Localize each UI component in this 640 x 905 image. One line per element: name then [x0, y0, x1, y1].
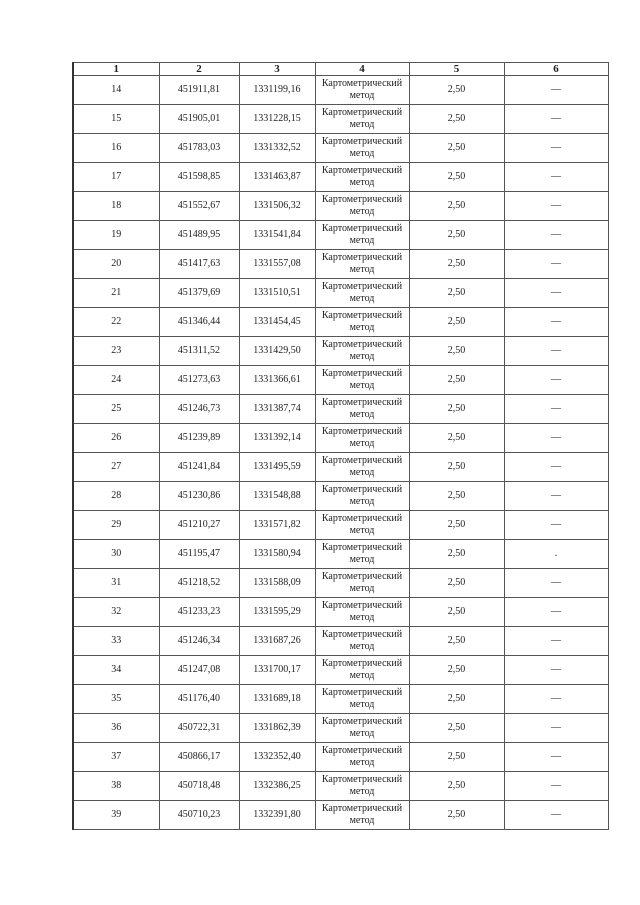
y-coordinate-cell: 1331700,17: [239, 656, 315, 685]
x-coordinate-cell: 450718,48: [159, 772, 239, 801]
y-coordinate-cell: 1331495,59: [239, 453, 315, 482]
x-coordinate-cell: 451911,81: [159, 76, 239, 105]
y-coordinate-cell: 1331463,87: [239, 163, 315, 192]
note-cell: —: [504, 453, 608, 482]
note-cell: —: [504, 308, 608, 337]
note-cell: —: [504, 627, 608, 656]
accuracy-cell: 2,50: [409, 308, 504, 337]
method-cell: Картометрический метод: [315, 801, 409, 830]
x-coordinate-cell: 450722,31: [159, 714, 239, 743]
x-coordinate-cell: 451552,67: [159, 192, 239, 221]
table-row: [73, 250, 608, 279]
note-cell: —: [504, 134, 608, 163]
table-row: [73, 801, 608, 830]
y-coordinate-cell: 1331510,51: [239, 279, 315, 308]
method-cell: Картометрический метод: [315, 308, 409, 337]
accuracy-cell: 2,50: [409, 540, 504, 569]
method-cell: Картометрический метод: [315, 656, 409, 685]
point-number-cell: 22: [73, 308, 159, 337]
note-cell: —: [504, 395, 608, 424]
point-number-cell: 35: [73, 685, 159, 714]
x-coordinate-cell: 450866,17: [159, 743, 239, 772]
point-number-cell: 32: [73, 598, 159, 627]
note-cell: —: [504, 337, 608, 366]
point-number-cell: 34: [73, 656, 159, 685]
method-cell: Картометрический метод: [315, 337, 409, 366]
accuracy-cell: 2,50: [409, 134, 504, 163]
method-cell: Картометрический метод: [315, 105, 409, 134]
point-number-cell: 28: [73, 482, 159, 511]
table-row: [73, 598, 608, 627]
method-cell: Картометрический метод: [315, 134, 409, 163]
header-cell-2: 2: [159, 63, 239, 76]
note-cell: —: [504, 685, 608, 714]
y-coordinate-cell: 1332391,80: [239, 801, 315, 830]
note-cell: —: [504, 105, 608, 134]
y-coordinate-cell: 1331228,15: [239, 105, 315, 134]
method-cell: Картометрический метод: [315, 221, 409, 250]
x-coordinate-cell: 451210,27: [159, 511, 239, 540]
point-number-cell: 17: [73, 163, 159, 192]
x-coordinate-cell: 451246,73: [159, 395, 239, 424]
accuracy-cell: 2,50: [409, 337, 504, 366]
point-number-cell: 14: [73, 76, 159, 105]
y-coordinate-cell: 1331392,14: [239, 424, 315, 453]
table-header: [73, 63, 608, 76]
x-coordinate-cell: 451598,85: [159, 163, 239, 192]
point-number-cell: 25: [73, 395, 159, 424]
point-number-cell: 29: [73, 511, 159, 540]
y-coordinate-cell: 1332386,25: [239, 772, 315, 801]
point-number-cell: 15: [73, 105, 159, 134]
x-coordinate-cell: 451230,86: [159, 482, 239, 511]
accuracy-cell: 2,50: [409, 598, 504, 627]
method-cell: Картометрический метод: [315, 482, 409, 511]
table-row: [73, 772, 608, 801]
accuracy-cell: 2,50: [409, 453, 504, 482]
x-coordinate-cell: 451195,47: [159, 540, 239, 569]
accuracy-cell: 2,50: [409, 250, 504, 279]
table-row: [73, 569, 608, 598]
table-row: [73, 627, 608, 656]
x-coordinate-cell: 451379,69: [159, 279, 239, 308]
y-coordinate-cell: 1331366,61: [239, 366, 315, 395]
point-number-cell: 20: [73, 250, 159, 279]
y-coordinate-cell: 1332352,40: [239, 743, 315, 772]
method-cell: Картометрический метод: [315, 279, 409, 308]
table-row: [73, 308, 608, 337]
x-coordinate-cell: 451346,44: [159, 308, 239, 337]
x-coordinate-cell: 451311,52: [159, 337, 239, 366]
method-cell: Картометрический метод: [315, 192, 409, 221]
accuracy-cell: 2,50: [409, 743, 504, 772]
accuracy-cell: 2,50: [409, 714, 504, 743]
accuracy-cell: 2,50: [409, 482, 504, 511]
x-coordinate-cell: 451783,03: [159, 134, 239, 163]
method-cell: Картометрический метод: [315, 714, 409, 743]
point-number-cell: 19: [73, 221, 159, 250]
point-number-cell: 36: [73, 714, 159, 743]
x-coordinate-cell: 451176,40: [159, 685, 239, 714]
table-row: [73, 511, 608, 540]
y-coordinate-cell: 1331387,74: [239, 395, 315, 424]
note-cell: —: [504, 598, 608, 627]
y-coordinate-cell: 1331687,26: [239, 627, 315, 656]
header-cell-3: 3: [239, 63, 315, 76]
point-number-cell: 38: [73, 772, 159, 801]
method-cell: Картометрический метод: [315, 743, 409, 772]
x-coordinate-cell: 451218,52: [159, 569, 239, 598]
table-row: [73, 134, 608, 163]
x-coordinate-cell: 451489,95: [159, 221, 239, 250]
note-cell: —: [504, 714, 608, 743]
accuracy-cell: 2,50: [409, 627, 504, 656]
x-coordinate-cell: 451239,89: [159, 424, 239, 453]
note-cell: —: [504, 250, 608, 279]
accuracy-cell: 2,50: [409, 801, 504, 830]
table-row: [73, 221, 608, 250]
y-coordinate-cell: 1331557,08: [239, 250, 315, 279]
accuracy-cell: 2,50: [409, 656, 504, 685]
point-number-cell: 24: [73, 366, 159, 395]
y-coordinate-cell: 1331571,82: [239, 511, 315, 540]
header-row: [73, 63, 608, 76]
accuracy-cell: 2,50: [409, 511, 504, 540]
accuracy-cell: 2,50: [409, 569, 504, 598]
accuracy-cell: 2,50: [409, 279, 504, 308]
table-row: [73, 714, 608, 743]
table-row: [73, 743, 608, 772]
accuracy-cell: 2,50: [409, 192, 504, 221]
note-cell: —: [504, 511, 608, 540]
accuracy-cell: 2,50: [409, 105, 504, 134]
table-row: [73, 453, 608, 482]
y-coordinate-cell: 1331548,88: [239, 482, 315, 511]
y-coordinate-cell: 1331429,50: [239, 337, 315, 366]
y-coordinate-cell: 1331862,39: [239, 714, 315, 743]
method-cell: Картометрический метод: [315, 76, 409, 105]
table-row: [73, 279, 608, 308]
method-cell: Картометрический метод: [315, 627, 409, 656]
accuracy-cell: 2,50: [409, 772, 504, 801]
point-number-cell: 30: [73, 540, 159, 569]
y-coordinate-cell: 1331332,52: [239, 134, 315, 163]
point-number-cell: 31: [73, 569, 159, 598]
table-row: [73, 366, 608, 395]
note-cell: —: [504, 424, 608, 453]
note-cell: —: [504, 192, 608, 221]
x-coordinate-cell: 451246,34: [159, 627, 239, 656]
point-number-cell: 23: [73, 337, 159, 366]
x-coordinate-cell: 451233,23: [159, 598, 239, 627]
y-coordinate-cell: 1331580,94: [239, 540, 315, 569]
y-coordinate-cell: 1331595,29: [239, 598, 315, 627]
method-cell: Картометрический метод: [315, 569, 409, 598]
method-cell: Картометрический метод: [315, 453, 409, 482]
note-cell: —: [504, 656, 608, 685]
accuracy-cell: 2,50: [409, 395, 504, 424]
x-coordinate-cell: 450710,23: [159, 801, 239, 830]
x-coordinate-cell: 451417,63: [159, 250, 239, 279]
y-coordinate-cell: 1331541,84: [239, 221, 315, 250]
accuracy-cell: 2,50: [409, 76, 504, 105]
method-cell: Картометрический метод: [315, 772, 409, 801]
y-coordinate-cell: 1331199,16: [239, 76, 315, 105]
accuracy-cell: 2,50: [409, 221, 504, 250]
method-cell: Картометрический метод: [315, 250, 409, 279]
header-cell-5: 5: [409, 63, 504, 76]
table-row: [73, 105, 608, 134]
note-cell: —: [504, 366, 608, 395]
method-cell: Картометрический метод: [315, 424, 409, 453]
point-number-cell: 37: [73, 743, 159, 772]
point-number-cell: 18: [73, 192, 159, 221]
point-number-cell: 21: [73, 279, 159, 308]
x-coordinate-cell: 451247,08: [159, 656, 239, 685]
point-number-cell: 33: [73, 627, 159, 656]
table-row: [73, 76, 608, 105]
note-cell: —: [504, 772, 608, 801]
method-cell: Картометрический метод: [315, 366, 409, 395]
method-cell: Картометрический метод: [315, 598, 409, 627]
x-coordinate-cell: 451241,84: [159, 453, 239, 482]
y-coordinate-cell: 1331454,45: [239, 308, 315, 337]
accuracy-cell: 2,50: [409, 163, 504, 192]
y-coordinate-cell: 1331506,32: [239, 192, 315, 221]
table-row: [73, 424, 608, 453]
y-coordinate-cell: 1331588,09: [239, 569, 315, 598]
y-coordinate-cell: 1331689,18: [239, 685, 315, 714]
table-body: [73, 76, 608, 830]
table-row: [73, 482, 608, 511]
method-cell: Картометрический метод: [315, 163, 409, 192]
table-row: [73, 685, 608, 714]
accuracy-cell: 2,50: [409, 366, 504, 395]
method-cell: Картометрический метод: [315, 685, 409, 714]
note-cell: —: [504, 482, 608, 511]
point-number-cell: 26: [73, 424, 159, 453]
x-coordinate-cell: 451905,01: [159, 105, 239, 134]
header-cell-1: 1: [73, 63, 159, 76]
note-cell: —: [504, 569, 608, 598]
note-cell: .: [504, 540, 608, 569]
note-cell: —: [504, 221, 608, 250]
header-cell-6: 6: [504, 63, 608, 76]
point-number-cell: 27: [73, 453, 159, 482]
method-cell: Картометрический метод: [315, 511, 409, 540]
x-coordinate-cell: 451273,63: [159, 366, 239, 395]
table-row: [73, 163, 608, 192]
table-row: [73, 395, 608, 424]
table-row: [73, 192, 608, 221]
method-cell: Картометрический метод: [315, 540, 409, 569]
note-cell: —: [504, 743, 608, 772]
coordinates-table: [72, 62, 609, 830]
note-cell: —: [504, 76, 608, 105]
accuracy-cell: 2,50: [409, 685, 504, 714]
header-cell-4: 4: [315, 63, 409, 76]
table-row: [73, 337, 608, 366]
note-cell: —: [504, 801, 608, 830]
accuracy-cell: 2,50: [409, 424, 504, 453]
point-number-cell: 16: [73, 134, 159, 163]
table-row: [73, 540, 608, 569]
point-number-cell: 39: [73, 801, 159, 830]
note-cell: —: [504, 163, 608, 192]
method-cell: Картометрический метод: [315, 395, 409, 424]
table-row: [73, 656, 608, 685]
note-cell: —: [504, 279, 608, 308]
